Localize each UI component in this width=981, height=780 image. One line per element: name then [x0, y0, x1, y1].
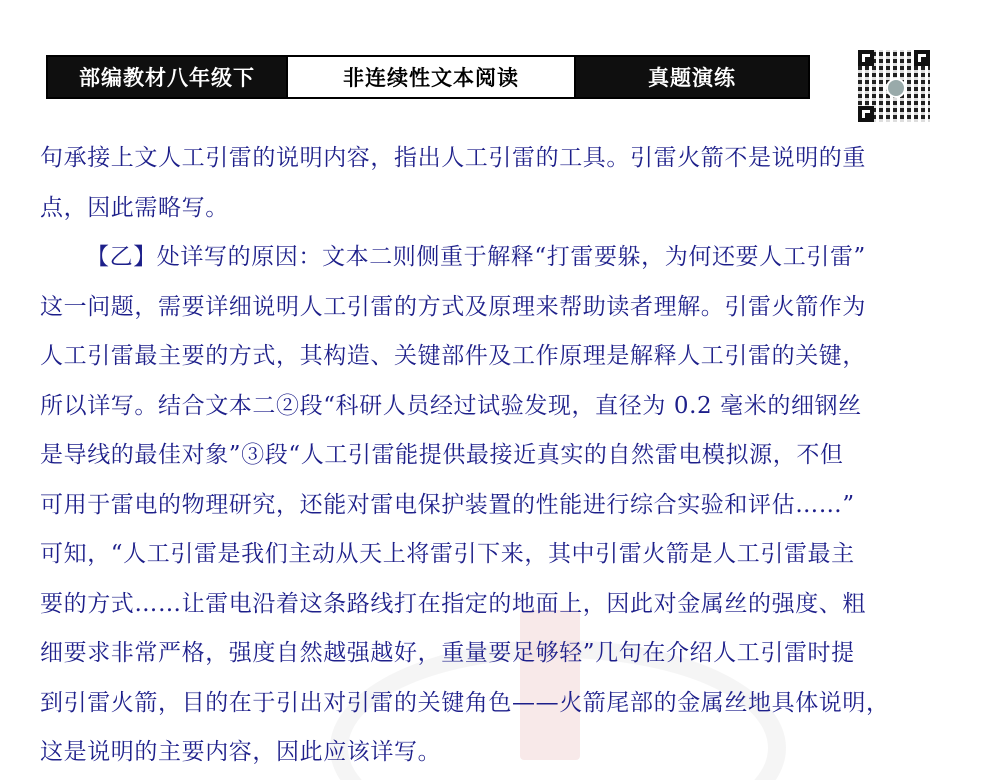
qr-finder-top-right	[914, 50, 930, 66]
answer-text-body	[40, 134, 950, 778]
text-line: 这是说明的主要内容，因此应该详写。	[40, 739, 442, 765]
text-line: 到引雷火箭，目的在于引出对引雷的关键角色——火箭尾部的金属丝地具体说明，	[40, 689, 890, 716]
header-section-label: 真题演练	[576, 57, 808, 97]
text-line: 所以详写。结合文本二②段“科研人员经过试验发现，直径为 0.2 毫米的细钢丝	[40, 392, 862, 419]
text-line: 可知，“人工引雷是我们主动从天上将雷引下来，其中引雷火箭是人工引雷最主	[40, 541, 855, 567]
text-line: 细要求非常严格，强度自然越强越好，重量要足够轻”几句在介绍人工引雷时提	[40, 640, 855, 666]
header-bar	[46, 55, 810, 99]
text-line: 点，因此需略写。	[40, 194, 229, 221]
qr-finder-top-left	[858, 50, 874, 66]
qr-code-icon[interactable]	[858, 50, 930, 122]
text-line: 这一问题，需要详细说明人工引雷的方式及原理来帮助读者理解。引雷火箭作为	[40, 293, 866, 320]
text-line: 要的方式……让雷电沿着这条路线打在指定的地面上，因此对金属丝的强度、粗	[40, 590, 866, 617]
text-line: 人工引雷最主要的方式，其构造、关键部件及工作原理是解释人工引雷的关键，	[40, 343, 866, 369]
text-line: 是导线的最佳对象”③段“人工引雷能提供最接近真实的自然雷电模拟源，不但	[40, 442, 844, 468]
header-textbook-label: 部编教材八年级下	[48, 57, 286, 97]
text-line: 句承接上文人工引雷的说明内容，指出人工引雷的工具。引雷火箭不是说明的重	[40, 145, 866, 171]
text-line-paragraph-start: 【乙】处详写的原因：文本二则侧重于解释“打雷要躲，为何还要人工引雷”	[86, 244, 866, 270]
qr-finder-bottom-left	[858, 106, 874, 122]
header-topic-label: 非连续性文本阅读	[286, 57, 576, 97]
text-line: 可用于雷电的物理研究，还能对雷电保护装置的性能进行综合实验和评估……”	[40, 491, 855, 518]
qr-logo-icon	[886, 78, 906, 98]
